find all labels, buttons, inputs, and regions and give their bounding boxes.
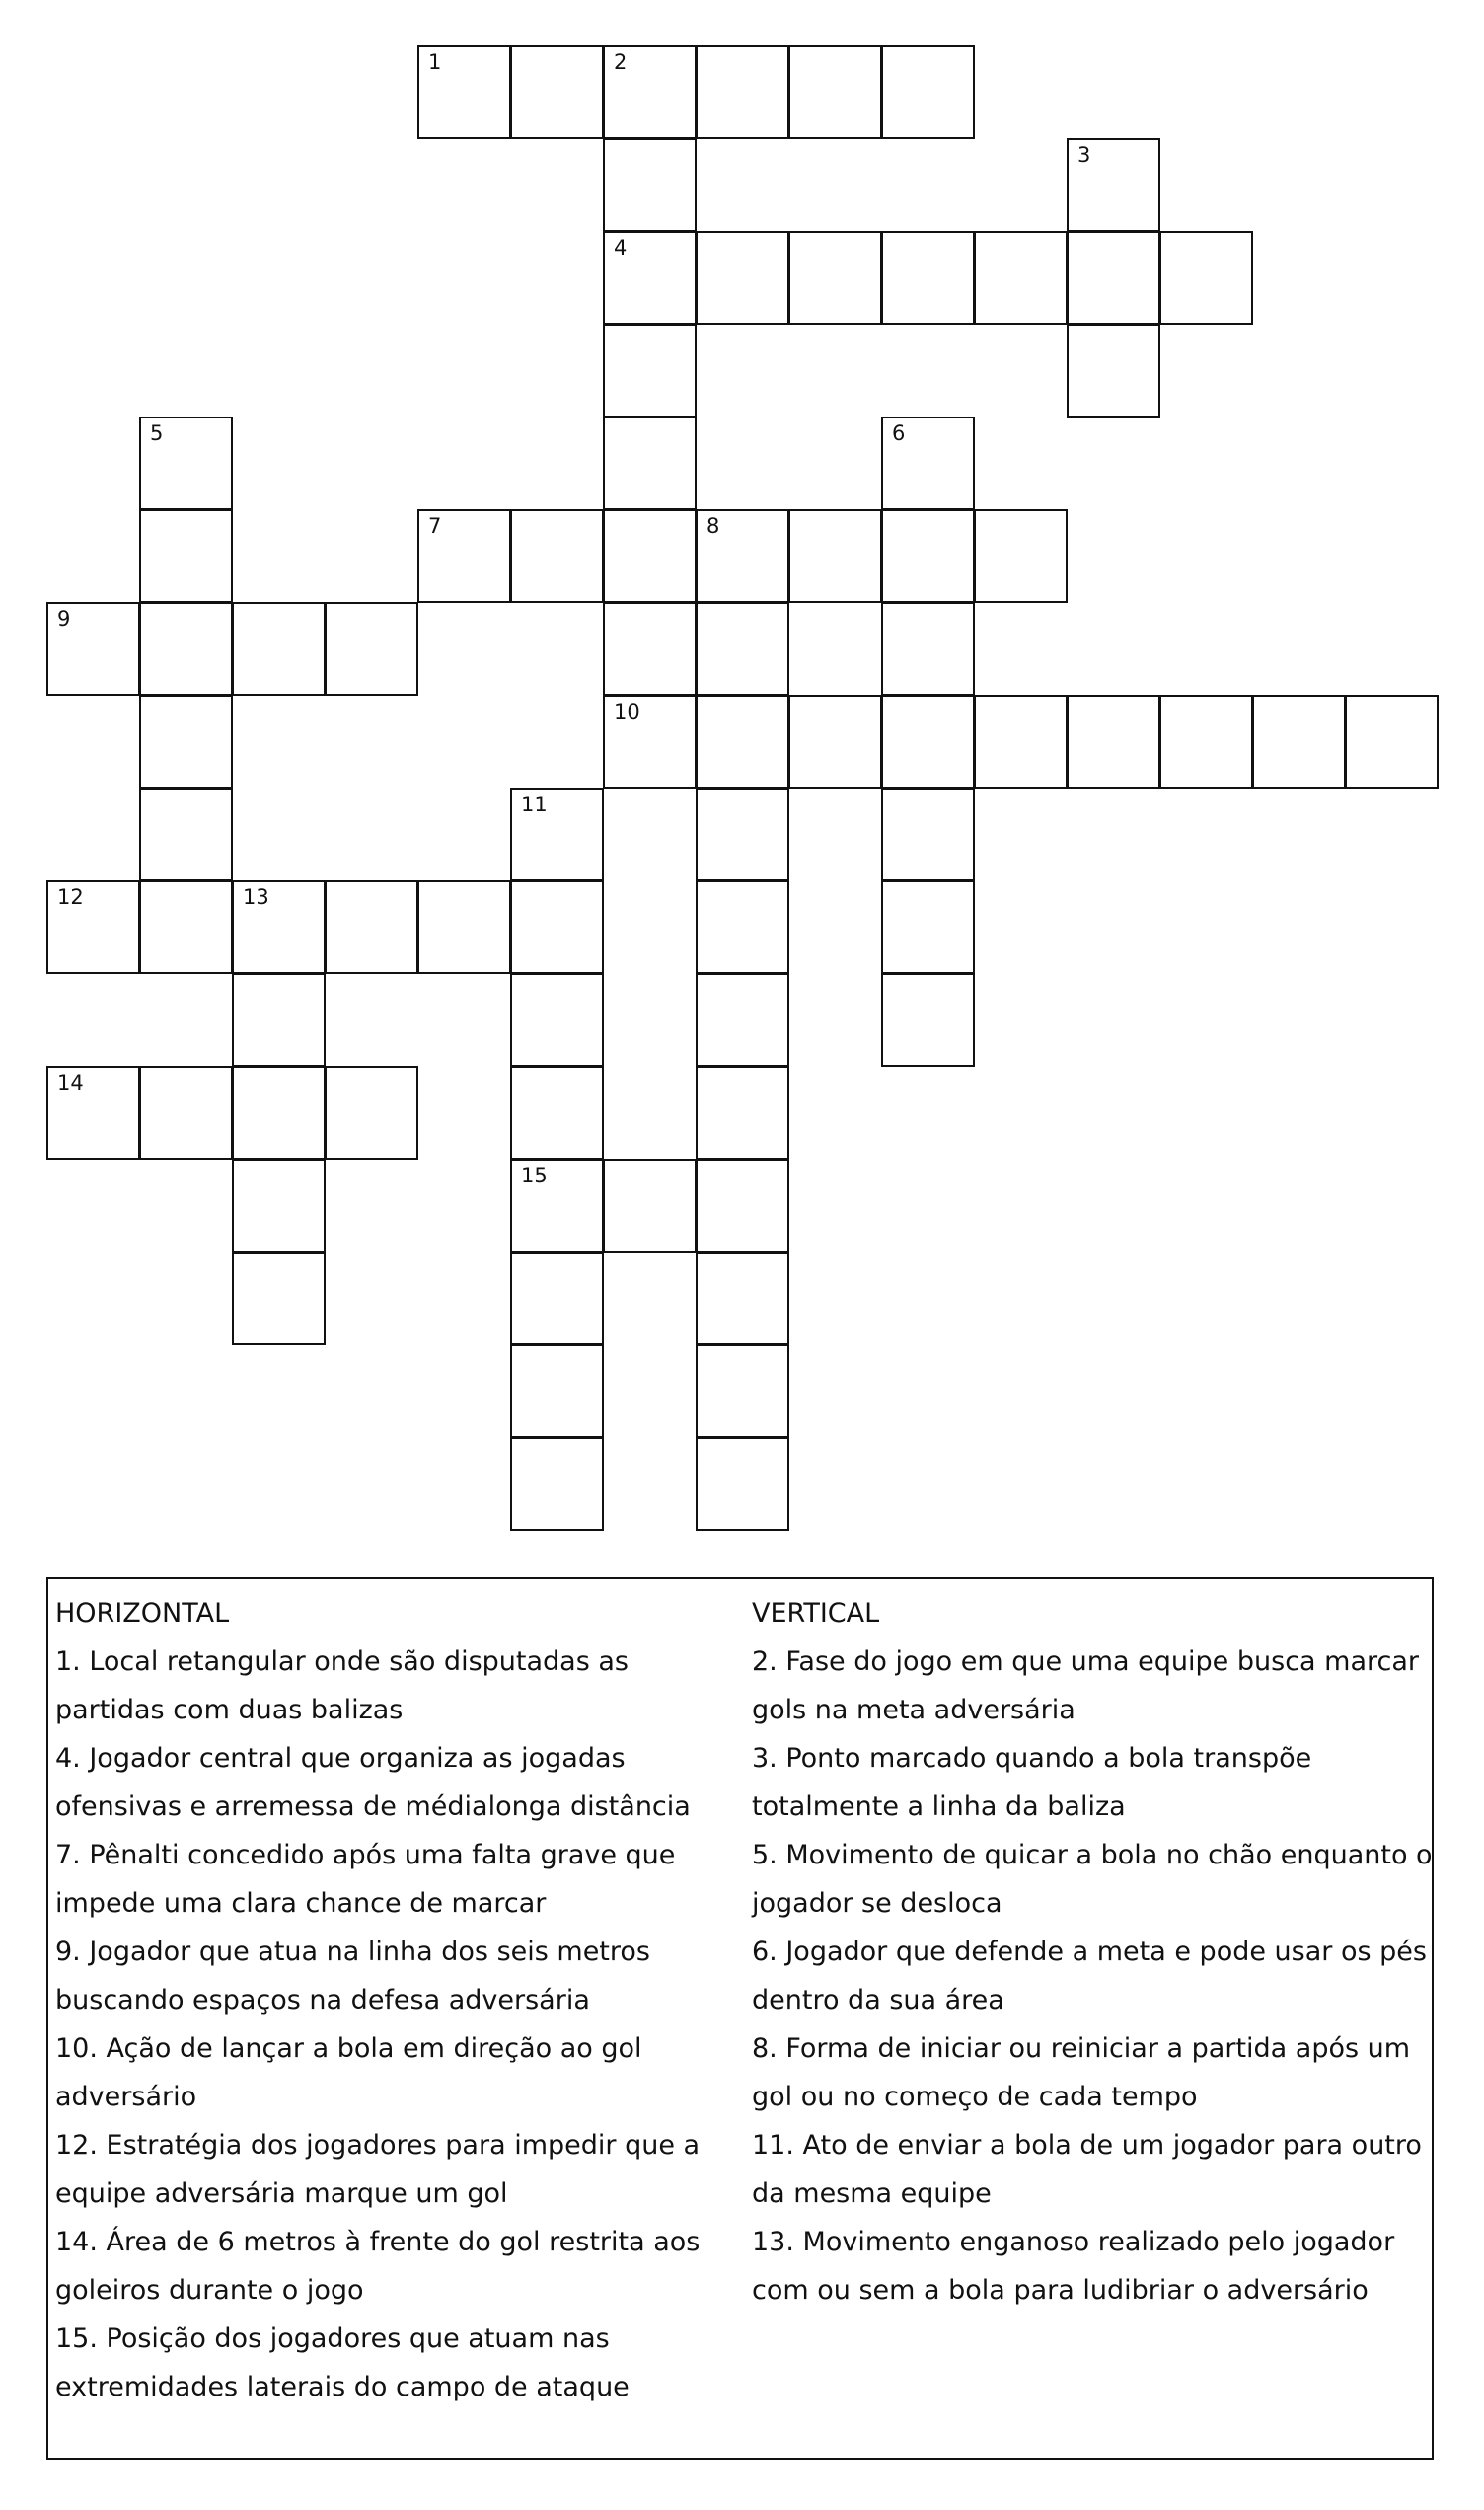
grid-cell[interactable] bbox=[139, 880, 233, 974]
grid-cell[interactable] bbox=[46, 1066, 140, 1160]
grid-cell[interactable] bbox=[1067, 695, 1160, 789]
grid-cell[interactable] bbox=[510, 1066, 604, 1160]
grid-cell[interactable] bbox=[232, 1066, 326, 1160]
grid-cell[interactable] bbox=[510, 1437, 604, 1531]
grid-cell[interactable] bbox=[1345, 695, 1439, 789]
grid-cell[interactable] bbox=[881, 973, 975, 1067]
clue-number: 1 bbox=[428, 50, 442, 74]
grid-cell[interactable] bbox=[696, 880, 789, 974]
grid-cell[interactable] bbox=[417, 45, 511, 139]
clue-number: 3 bbox=[1077, 143, 1091, 167]
grid-cell[interactable] bbox=[603, 45, 697, 139]
grid-cell[interactable] bbox=[696, 1159, 789, 1253]
grid-cell[interactable] bbox=[603, 509, 697, 603]
grid-cell[interactable] bbox=[139, 788, 233, 881]
grid-cell[interactable] bbox=[696, 509, 789, 603]
grid-cell[interactable] bbox=[696, 695, 789, 789]
grid-cell[interactable] bbox=[603, 695, 697, 789]
horizontal-clues bbox=[55, 1589, 736, 2411]
horizontal-clue-1[interactable]: 1. Local retangular onde são disputadas as partidas com duas balizas bbox=[55, 1646, 629, 1725]
horizontal-heading: HORIZONTAL bbox=[55, 1598, 230, 1629]
horizontal-clue-10[interactable]: 10. Ação de lançar a bola em direção ao gol adversário bbox=[55, 2033, 642, 2112]
grid-cell[interactable] bbox=[1067, 231, 1160, 325]
grid-cell[interactable] bbox=[696, 1344, 789, 1438]
grid-cell[interactable] bbox=[696, 1252, 789, 1345]
grid-cell[interactable] bbox=[325, 880, 418, 974]
grid-cell[interactable] bbox=[46, 880, 140, 974]
grid-cell[interactable] bbox=[881, 45, 975, 139]
grid-cell[interactable] bbox=[696, 1066, 789, 1160]
grid-cell[interactable] bbox=[788, 695, 882, 789]
grid-cell[interactable] bbox=[232, 880, 326, 974]
grid-cell[interactable] bbox=[232, 1252, 326, 1345]
grid-cell[interactable] bbox=[46, 602, 140, 696]
grid-cell[interactable] bbox=[603, 138, 697, 232]
clue-number: 4 bbox=[614, 236, 628, 260]
grid-cell[interactable] bbox=[603, 1159, 697, 1253]
grid-cell[interactable] bbox=[881, 231, 975, 325]
grid-cell[interactable] bbox=[881, 509, 975, 603]
horizontal-clue-15[interactable]: 15. Posição dos jogadores que atuam nas extremidades laterais do campo de ataque bbox=[55, 2323, 630, 2402]
vertical-clue-8[interactable]: 8. Forma de iniciar ou reiniciar a partida após um gol ou no começo de cada tempo bbox=[752, 2033, 1411, 2112]
grid-cell[interactable] bbox=[603, 417, 697, 510]
clue-number: 14 bbox=[57, 1071, 84, 1095]
grid-cell[interactable] bbox=[974, 509, 1068, 603]
grid-cell[interactable] bbox=[881, 602, 975, 696]
clue-number: 11 bbox=[521, 793, 548, 816]
grid-cell[interactable] bbox=[881, 695, 975, 789]
grid-cell[interactable] bbox=[1252, 695, 1346, 789]
grid-cell[interactable] bbox=[696, 231, 789, 325]
clue-number: 12 bbox=[57, 885, 84, 909]
grid-cell[interactable] bbox=[139, 695, 233, 789]
clue-number: 5 bbox=[150, 421, 164, 445]
clue-number: 6 bbox=[892, 421, 906, 445]
clue-number: 9 bbox=[57, 607, 71, 631]
grid-cell[interactable] bbox=[232, 1159, 326, 1253]
grid-cell[interactable] bbox=[788, 45, 882, 139]
grid-cell[interactable] bbox=[325, 602, 418, 696]
vertical-clue-2[interactable]: 2. Fase do jogo em que uma equipe busca marcar gols na meta adversária bbox=[752, 1646, 1420, 1725]
grid-cell[interactable] bbox=[139, 602, 233, 696]
grid-cell[interactable] bbox=[510, 973, 604, 1067]
vertical-clue-6[interactable]: 6. Jogador que defende a meta e pode usar os pés dentro da sua área bbox=[752, 1937, 1427, 2016]
grid-cell[interactable] bbox=[881, 417, 975, 510]
grid-cell[interactable] bbox=[1067, 138, 1160, 232]
grid-cell[interactable] bbox=[1159, 231, 1253, 325]
horizontal-clue-12[interactable]: 12. Estratégia dos jogadores para impedir que a equipe adversária marque um gol bbox=[55, 2130, 701, 2209]
clue-box bbox=[46, 1577, 1434, 2460]
grid-cell[interactable] bbox=[696, 45, 789, 139]
grid-cell[interactable] bbox=[232, 602, 326, 696]
vertical-clue-5[interactable]: 5. Movimento de quicar a bola no chão enquanto o jogador se desloca bbox=[752, 1840, 1433, 1919]
clue-number: 15 bbox=[521, 1164, 548, 1187]
grid-cell[interactable] bbox=[603, 602, 697, 696]
horizontal-clue-9[interactable]: 9. Jogador que atua na linha dos seis metros buscando espaços na defesa adversária bbox=[55, 1937, 650, 2016]
grid-cell[interactable] bbox=[139, 509, 233, 603]
grid-cell[interactable] bbox=[696, 788, 789, 881]
grid-cell[interactable] bbox=[510, 880, 604, 974]
grid-cell[interactable] bbox=[696, 973, 789, 1067]
grid-cell[interactable] bbox=[696, 602, 789, 696]
grid-cell[interactable] bbox=[510, 788, 604, 881]
grid-cell[interactable] bbox=[974, 231, 1068, 325]
grid-cell[interactable] bbox=[510, 1344, 604, 1438]
grid-cell[interactable] bbox=[974, 695, 1068, 789]
grid-cell[interactable] bbox=[139, 1066, 233, 1160]
horizontal-clue-7[interactable]: 7. Pênalti concedido após uma falta grave que impede uma clara chance de marcar bbox=[55, 1840, 676, 1919]
grid-cell[interactable] bbox=[510, 1159, 604, 1253]
grid-cell[interactable] bbox=[510, 45, 604, 139]
grid-cell[interactable] bbox=[139, 417, 233, 510]
vertical-clue-11[interactable]: 11. Ato de enviar a bola de um jogador para outro da mesma equipe bbox=[752, 2130, 1422, 2209]
grid-cell[interactable] bbox=[510, 509, 604, 603]
clue-number: 8 bbox=[706, 514, 720, 538]
horizontal-clue-14[interactable]: 14. Área de 6 metros à frente do gol restrita aos goleiros durante o jogo bbox=[55, 2227, 701, 2306]
grid-cell[interactable] bbox=[696, 1437, 789, 1531]
clue-number: 7 bbox=[428, 514, 442, 538]
clue-number: 2 bbox=[614, 50, 628, 74]
grid-cell[interactable] bbox=[603, 231, 697, 325]
grid-cell[interactable] bbox=[232, 973, 326, 1067]
vertical-clue-13[interactable]: 13. Movimento enganoso realizado pelo jogador com ou sem a bola para ludibriar o adversário bbox=[752, 2227, 1395, 2306]
clue-number: 10 bbox=[614, 700, 640, 723]
grid-cell[interactable] bbox=[788, 231, 882, 325]
grid-cell[interactable] bbox=[603, 324, 697, 418]
clue-number: 13 bbox=[243, 885, 269, 909]
grid-cell[interactable] bbox=[1159, 695, 1253, 789]
grid-cell[interactable] bbox=[417, 509, 511, 603]
grid-cell[interactable] bbox=[417, 880, 511, 974]
grid-cell[interactable] bbox=[325, 1066, 418, 1160]
grid-cell[interactable] bbox=[1067, 324, 1160, 418]
grid-cell[interactable] bbox=[881, 880, 975, 974]
vertical-clue-3[interactable]: 3. Ponto marcado quando a bola transpõe totalmente a linha da baliza bbox=[752, 1743, 1312, 1822]
vertical-heading: VERTICAL bbox=[752, 1598, 880, 1629]
grid-cell[interactable] bbox=[788, 509, 882, 603]
grid-cell[interactable] bbox=[881, 788, 975, 881]
grid-cell[interactable] bbox=[510, 1252, 604, 1345]
horizontal-clue-4[interactable]: 4. Jogador central que organiza as jogadas ofensivas e arremessa de médialonga distância bbox=[55, 1743, 691, 1822]
vertical-clues bbox=[752, 1589, 1433, 2315]
